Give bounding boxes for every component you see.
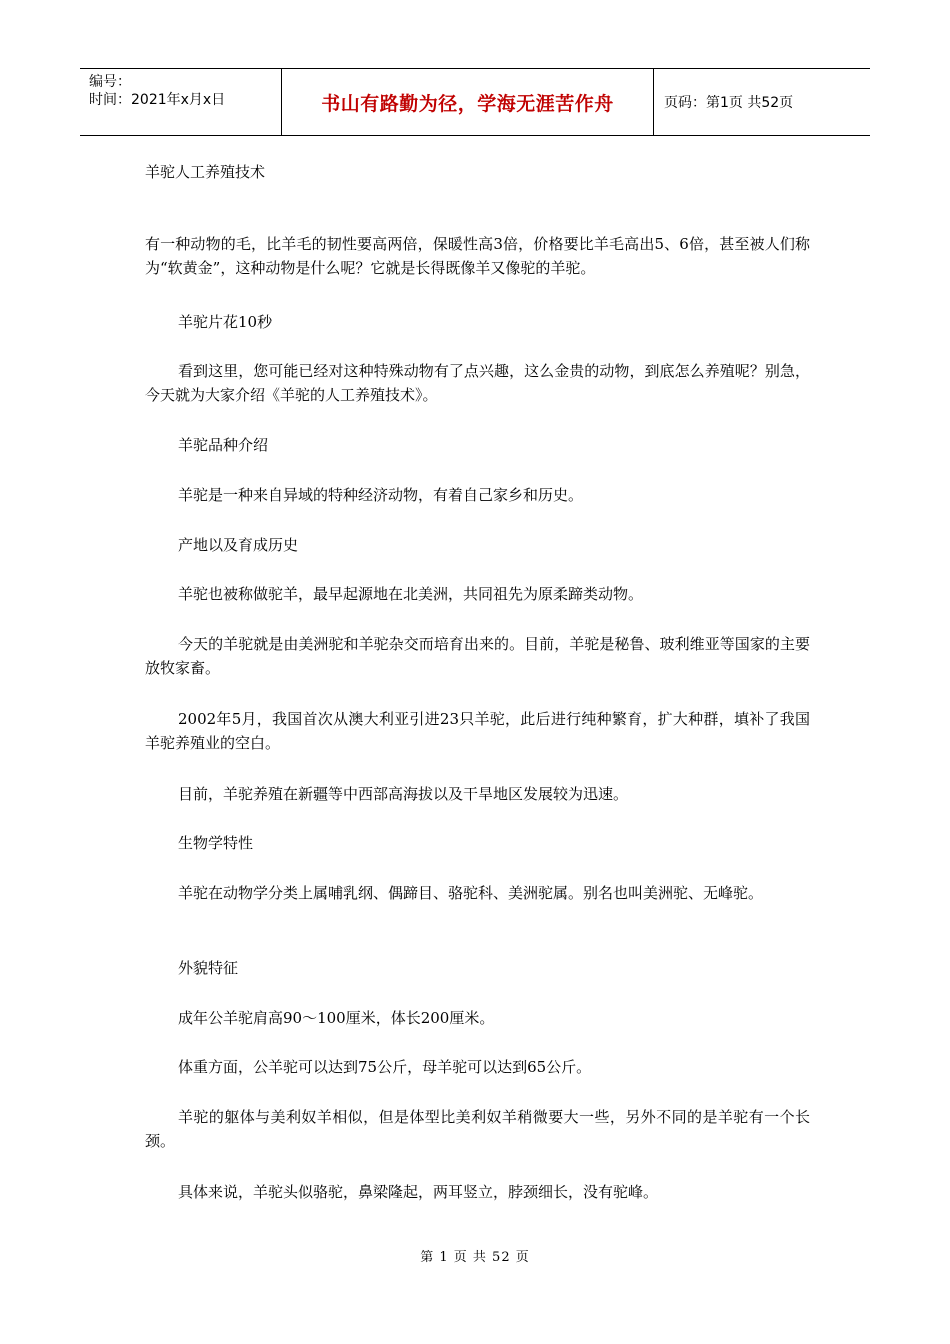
paragraph-intro: 有一种动物的毛，比羊毛的韧性要高两倍，保暖性高3倍，价格要比羊毛高出5、6倍，甚至被人们称为“软黄金”，这种动物是什么呢？它就是长得既像羊又像驼的羊驼。 (145, 235, 810, 277)
motto-text: 书山有路勤为径，学海无涯苦作舟 (321, 92, 614, 115)
header-page-cell (654, 69, 870, 135)
heading-appearance: 外貌特征 (178, 959, 239, 977)
heading-breed-intro: 羊驼品种介绍 (178, 436, 269, 454)
paragraph-origin: 羊驼也被称做驼羊，最早起源地在北美洲，共同祖先为原柔蹄类动物。 (178, 585, 644, 603)
page-label: 页码：第1页 共52页 (664, 95, 794, 111)
heading-origin-history: 产地以及育成历史 (178, 536, 299, 554)
paragraph-import-2002: 2002年5月，我国首次从澳大利亚引进23只羊驼，此后进行纯种繁育，扩大种群，填补了我国羊驼养殖业的空白。 (145, 710, 810, 752)
time-label: 时间：2021年x月x日 (89, 92, 226, 108)
paragraph-size: 成年公羊驼肩高90～100厘米，体长200厘米。 (178, 1009, 495, 1027)
paragraph-body-shape: 羊驼的躯体与美利奴羊相似，但是体型比美利奴羊稍微要大一些，另外不同的是羊驼有一个长颈。 (145, 1108, 810, 1150)
header-motto-cell (282, 69, 654, 135)
serial-label: 编号： (89, 74, 131, 90)
paragraph-exotic: 羊驼是一种来自异域的特种经济动物，有着自己家乡和历史。 (178, 486, 584, 504)
paragraph-hybrid: 今天的羊驼就是由美洲驼和羊驼杂交而培育出来的。目前，羊驼是秘鲁、玻利维亚等国家的主要放牧家畜。 (145, 635, 810, 677)
paragraph-clip-note: 羊驼片花10秒 (178, 313, 273, 331)
header-table (80, 68, 870, 136)
document-body (145, 160, 810, 1201)
page-footer: 第 1 页 共 52 页 (420, 1250, 530, 1265)
paragraph-head-features: 具体来说，羊驼头似骆驼，鼻梁隆起，两耳竖立，脖颈细长，没有驼峰。 (178, 1183, 659, 1201)
paragraph-xinjiang: 目前，羊驼养殖在新疆等中西部高海拔以及干旱地区发展较为迅速。 (178, 785, 629, 803)
paragraph-interest: 看到这里，您可能已经对这种特殊动物有了点兴趣，这么金贵的动物，到底怎么养殖呢？别急，今天就为大家介绍《羊驼的人工养殖技术》。 (145, 362, 810, 404)
paragraph-taxonomy: 羊驼在动物学分类上属哺乳纲、偶蹄目、骆驼科、美洲驼属。别名也叫美洲驼、无峰驼。 (178, 884, 764, 902)
paragraph-weight: 体重方面，公羊驼可以达到75公斤，母羊驼可以达到65公斤。 (178, 1058, 592, 1076)
header-meta-cell (80, 69, 282, 135)
document-title: 羊驼人工养殖技术 (145, 163, 266, 181)
heading-biology: 生物学特性 (178, 834, 254, 852)
